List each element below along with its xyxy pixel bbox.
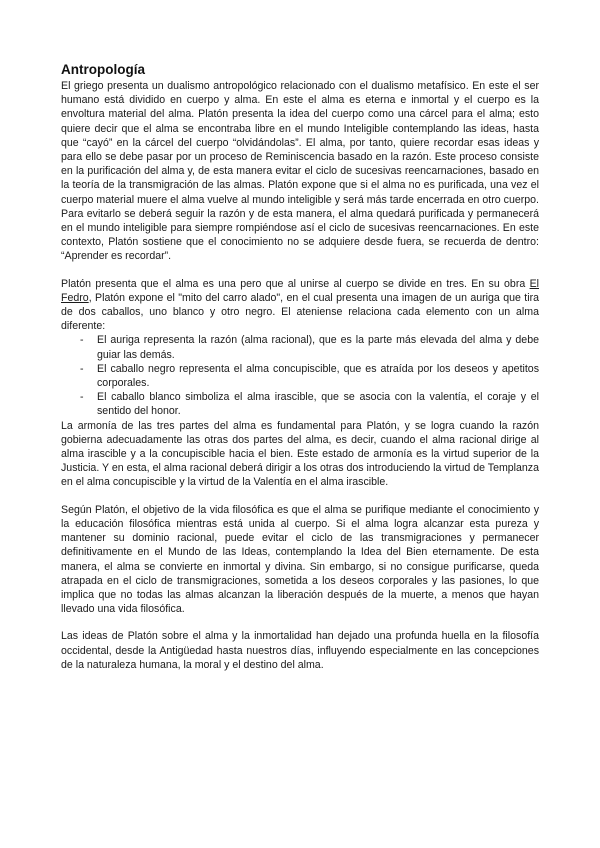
paragraph-armonia: La armonía de las tres partes del alma es fundamental para Platón, y se logra cuando la razón gobierna adecuadamente las otras dos partes del alma, es decir, cuando el alma racional dirige al alma irascible y a la concupiscible hacia el bien. Este estado de armonía es la virtud superior de la Justicia. Y en esta, el alma racional deberá dirigir a los otras dos introduciendo la virtud de Templanza en el alma concupiscible y la virtud de la Valentía en el alma irascible.	[61, 419, 539, 489]
page-title: Antropología	[61, 62, 145, 77]
paragraph-gap	[61, 490, 539, 503]
paragraph-gap	[61, 616, 539, 629]
paragraph-conclusion: Las ideas de Platón sobre el alma y la inmortalidad han dejado una profunda huella en la filosofía occidental, desde la Antigüedad hasta nuestros días, influyendo especialmente en las concepciones de la naturaleza humana, la moral y el destino del alma.	[61, 630, 539, 671]
paragraph-alma-tripartita	[61, 277, 539, 334]
list-item: - El caballo negro representa el alma concupiscible, que es atraída por los deseos y apetitos corporales.	[80, 362, 539, 390]
list-item: - El caballo blanco simboliza el alma irascible, que se asocia con la valentía, el coraje y el sentido del honor.	[80, 390, 539, 418]
paragraph-dualismo: El griego presenta un dualismo antropológico relacionado con el dualismo metafísico. En este el ser humano está dividido en cuerpo y alma. En este el alma es eterna e inmortal y el cuerpo es la envoltura material del alma. Platón presenta la idea del cuerpo como una cárcel para el alma; esto quiere decir que el alma se encontraba libre en el mundo Inteligible contemplando las ideas, hasta que “cayó” en la cárcel del cuerpo “olvidándolas”. El alma, por tanto, quiere recordar esas ideas y para ello se debe pasar por un proceso de Reminiscencia basado en la razón. Este proceso consiste en la purificación del alma y, de esta manera evitar el ciclo de sucesivas reencarnaciones, basado en la teoría de la transmigración de las almas. Platón expone que si el alma no es purificada, una vez el cuerpo material muere el alma vuelve al mundo inteligible y será más tarde encerrada en otro cuerpo. Para evitarlo se deberá seguir la razón y de esta manera, el alma quedará purificada y permanecerá en el mundo inteligible para siempre rompiéndose así el ciclo de sucesivas reencarnaciones. En este contexto, Platón sostiene que el conocimiento no se adquiere desde fuera, se recuerda de dentro: “Aprender es recordar”.	[61, 80, 539, 263]
document-page	[61, 62, 539, 672]
list-item: - El auriga representa la razón (alma racional), que es la parte más elevada del alma y debe guiar las demás.	[80, 333, 539, 361]
work-title-link[interactable]: El Fedro	[61, 277, 539, 304]
paragraph-text: , Platón expone el "mito del carro alado", en el cual presenta una imagen de un auriga que tira de dos caballos, uno blanco y otro negro. El ateniense relaciona cada elemento con un alma diferente:	[61, 291, 539, 333]
paragraph-vida-filosofica: Según Platón, el objetivo de la vida filosófica es que el alma se purifique mediante el conocimiento y la educación filosófica mientras está unida al cuerpo. Si el alma logra alcanzar esta pureza y mantener su dominio racional, puede evitar el ciclo de las transmigraciones y permanecer definitivamente en el Mundo de las Ideas, contemplando la Idea del Bien eternamente. De esta manera, el alma se convierte en inmortal y divina. Sin embargo, si no consigue purificarse, queda atrapada en el ciclo de transmigraciones, sometida a los deseos corporales y las pasiones, lo que implica que no todas las almas alcanzan la liberación después de la muerte, a menos que hayan llevado una vida filosófica.	[61, 503, 539, 616]
soul-parts-list	[61, 333, 539, 418]
paragraph-gap	[61, 264, 539, 277]
paragraph-text: Platón presenta que el alma es una pero que al unirse al cuerpo se divide en tres. En su obra	[61, 277, 530, 290]
